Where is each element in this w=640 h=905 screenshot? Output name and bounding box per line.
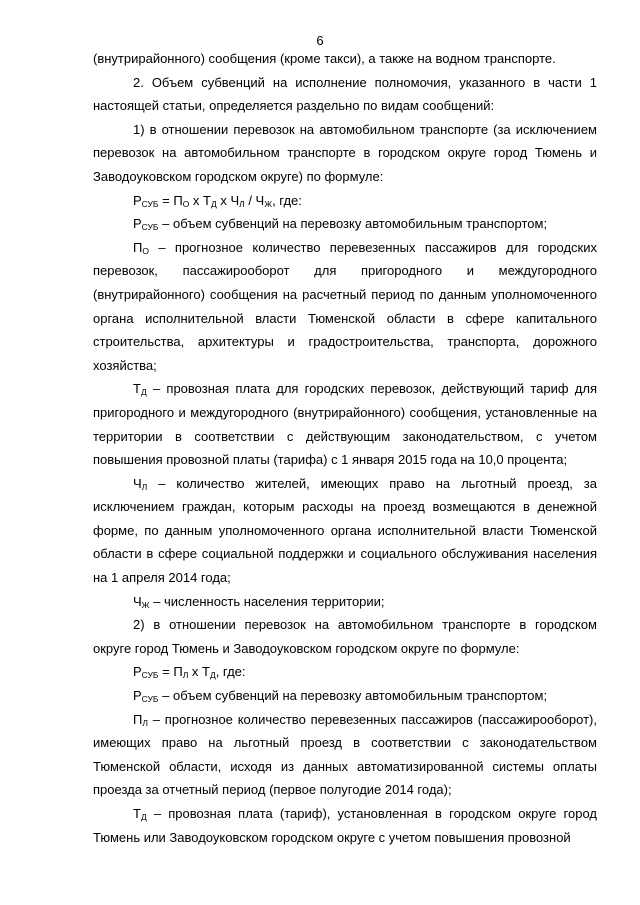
definition-t-d: $Т_Д$ – провозная плата для городских перевозок, действующий тариф для пригородного и междугородного (внутрирайонного) сообщения, установленные на территории в соответствии с действующим законодательством, с учетом повышения провозной платы (тарифа) с 1 января 2015 года на 10,0 процента; xyxy=(93,381,597,468)
paragraph-item-2: 2. Объем субвенций на исполнение полномочия, указанного в части 1 настоящей статьи, определяется раздельно по видам сообщений: xyxy=(93,74,597,114)
definition-p-o: $П_О$ – прогнозное количество перевезенных пассажиров для городских перевозок, пассажирооборот для пригородного и междугородного (внутрирайонного) сообщения на расчетный период по данным уполномоченного органа исполнительной власти Тюменской области в сфере капитального строительства, архитектуры и градостроительства, транспорта, дорожного хозяйства; xyxy=(93,239,597,373)
paragraph-continuation: (внутрирайонного) сообщения (кроме такси), а также на водном транспорте. xyxy=(93,51,556,66)
definition-ch-l: $Ч_Л$ – количество жителей, имеющих право на льготный проезд, за исключением граждан, которым расходы на проезд возмещаются в денежной форме, по данным уполномоченного органа исполнительной власти Тюменской области в сфере социальной поддержки и социального обслуживания населения на 1 апреля 2014 года; xyxy=(93,475,597,586)
definition-ch-zh: $Ч_Ж$ – численность населения территории; xyxy=(133,593,385,610)
page-number: 6 xyxy=(316,33,324,48)
definition-t-d-2: $Т_Д$ – провозная плата (тариф), установленная в городском округе город Тюмень или Заводоуковском городском округе с учетом повышения провозной xyxy=(93,806,597,845)
paragraph-subitem-1: 1) в отношении перевозок на автомобильном транспорте (за исключением перевозок на автомобильном транспорте в городском округе город Тюмень и Заводоуковском городском округе) по формуле: xyxy=(93,121,597,184)
definition-r-sub-2: $Р_{СУБ}$ – объем субвенций на перевозку автомобильным транспортом; xyxy=(133,688,548,705)
definition-r-sub: $Р_{СУБ}$ – объем субвенций на перевозку автомобильным транспортом; xyxy=(133,216,548,233)
definition-p-l: $П_Л$ – прогнозное количество перевезенных пассажиров (пассажирооборот), имеющих право на льготный проезд в соответствии с законодательством Тюменской области, исходя из данных автоматизированной системы оплаты проезда за отчетный период (первое полугодие 2014 года); xyxy=(93,711,597,798)
document-body xyxy=(93,47,597,849)
formula-2: $Р_{СУБ} = П_Л$ x $Т_Д$, где: xyxy=(133,664,246,681)
formula-1: $Р_{СУБ} = П_О$ x $Т_Д$ x $Ч_Л / Ч_Ж$, где: xyxy=(133,192,302,209)
paragraph-subitem-2: 2) в отношении перевозок на автомобильном транспорте в городском округе город Тюмень и Заводоуковском городском округе по формуле: xyxy=(93,617,597,656)
